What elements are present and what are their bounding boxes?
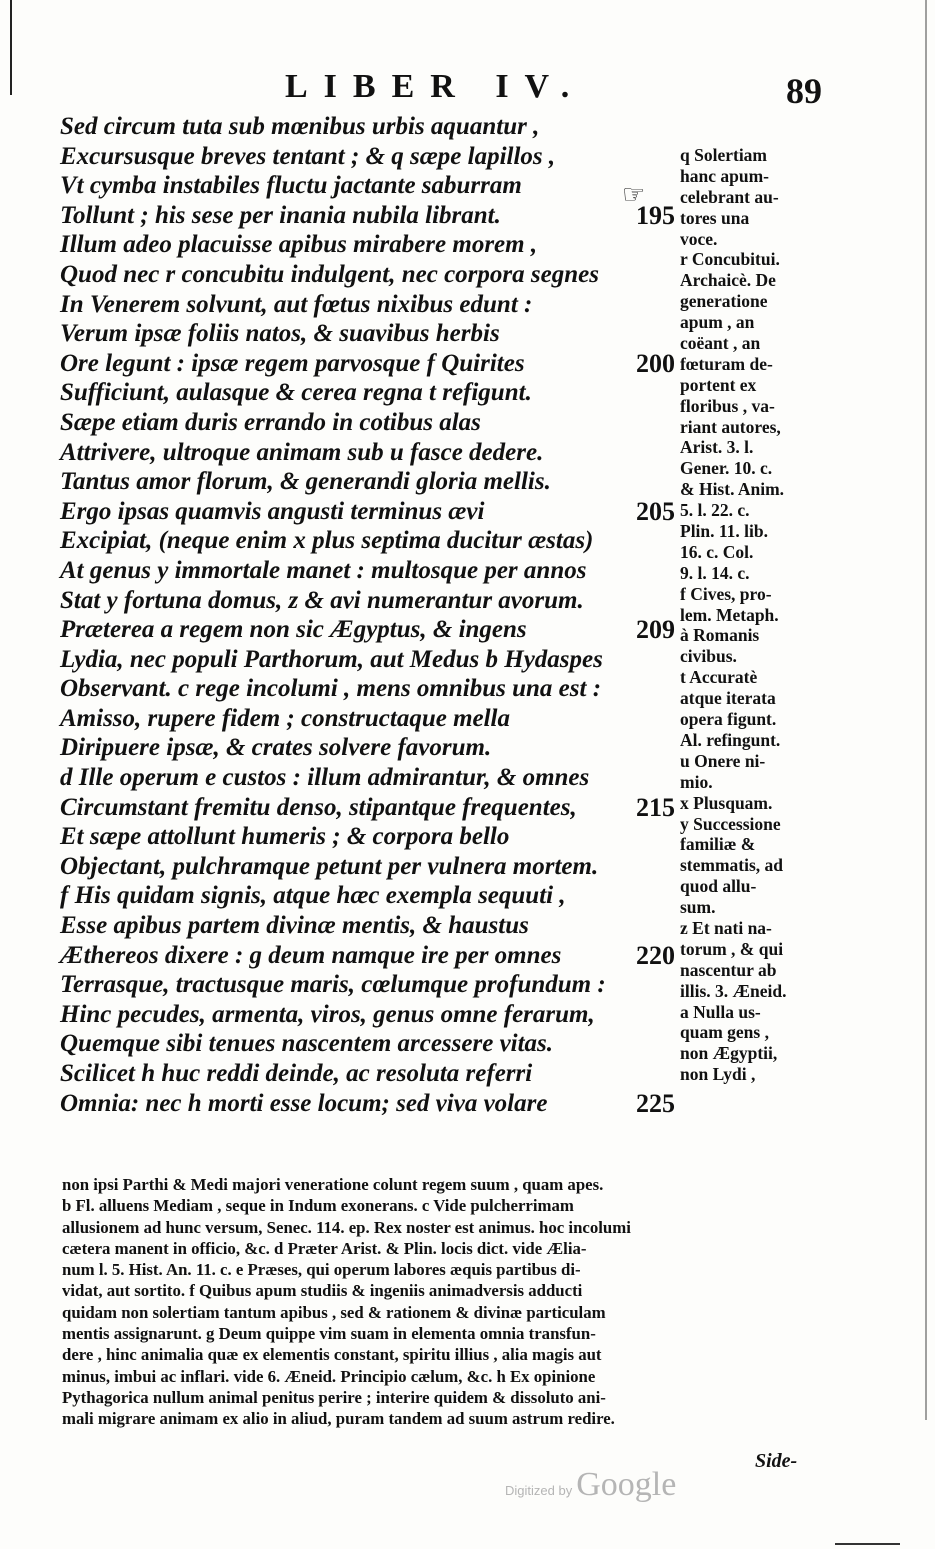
verse-line: [60, 438, 675, 468]
side-note-line: Archaicè. De: [680, 270, 776, 291]
verse-line: [60, 763, 675, 793]
side-note-line: q Solertiam: [680, 145, 768, 165]
footnote-line: cætera manent in officio, &c. d Præter Arist. & Plin. locis dict. vide Ælia-: [62, 1238, 587, 1258]
side-note-line: non Ægyptii,: [680, 1043, 778, 1064]
verse-text: Illum adeo placuisse apibus mirabere morem ,: [60, 231, 538, 259]
page-number: 89: [786, 71, 822, 111]
pointing-hand-icon: ☞: [622, 180, 646, 209]
watermark-brand: Google: [576, 1466, 677, 1503]
verse-line: [60, 645, 675, 675]
side-note-line: voce.: [680, 228, 718, 249]
verse-text: Excipiat, (neque enim x plus septima ducitur æstas): [60, 527, 594, 555]
verse-line: [60, 142, 675, 172]
verse-line: [60, 1000, 675, 1030]
verse-text: Scilicet h huc reddi deinde, ac resoluta referri: [60, 1060, 533, 1087]
verse-text: Ore legunt : ipsæ regem parvosque f Quirites: [60, 349, 525, 377]
verse-line: [60, 378, 675, 408]
verse-text: Excursusque breves tentant ; & q sæpe lapillos ,: [60, 142, 556, 170]
digitized-watermark: [505, 1466, 676, 1504]
verse-text: f His quidam signis, atque hæc exempla sequuti ,: [60, 882, 566, 910]
verse-line: [60, 497, 675, 527]
footnote-line: num l. 5. Hist. An. 11. c. e Præses, qui operum labores æquis partibus di-: [62, 1260, 581, 1280]
catchword: Side-: [755, 1450, 798, 1472]
footnote-line: vidat, aut sortito. f Quibus apum studiis & ingeniis animadversis adducti: [62, 1281, 583, 1301]
verse-text: Omnia: nec h morti esse locum; sed viva volare: [60, 1089, 548, 1117]
verse-text: Præterea a regem non sic Ægyptus, & ingens: [60, 616, 527, 644]
verse-text: At genus y immortale manet : multosque per annos: [60, 556, 587, 584]
side-note-line: lem. Metaph.: [680, 604, 779, 625]
side-note-line: mio.: [680, 771, 713, 792]
verse-line: [60, 408, 675, 438]
side-note-line: t Accuratè: [680, 667, 758, 688]
side-note-line: 9. l. 14. c.: [680, 562, 750, 583]
verse-line: [60, 230, 675, 260]
verse-line: [60, 201, 675, 231]
line-number: 205: [636, 496, 675, 526]
verse-line: [60, 171, 675, 201]
side-note-line: sum.: [680, 897, 716, 918]
footnote-line: dere , hinc animalia quæ ex elementis constant, spiritu illius , alia magis aut: [62, 1345, 602, 1365]
verse-text: Sæpe etiam duris errando in cotibus alas: [60, 408, 481, 436]
side-note-line: celebrant au-: [680, 186, 779, 207]
verse-text: Hinc pecudes, armenta, viros, genus omne ferarum,: [60, 1000, 595, 1028]
footnote-line: minus, imbui ac inflari. vide 6. Æneid. Principio cælum, &c. h Ex opinione: [62, 1366, 596, 1386]
side-note-line: tores una: [680, 207, 750, 228]
side-note-line: Gener. 10. c.: [680, 458, 773, 479]
side-note-line: civibus.: [680, 646, 737, 667]
verse-block: [60, 112, 675, 1118]
verse-line: [60, 852, 675, 882]
footnote-line: quidam non solertiam tantum apibus , sed & rationem & divinæ particulam: [62, 1302, 606, 1322]
page-edge-left: [10, 0, 12, 95]
verse-line: [60, 467, 675, 497]
side-note-line: portent ex: [680, 374, 757, 395]
line-number: 220: [636, 940, 675, 970]
verse-line: [60, 112, 675, 142]
line-number: 225: [636, 1088, 675, 1118]
line-number: 195: [636, 200, 675, 230]
footnote-line: allusionem ad hunc versum, Senec. 114. ep. Rex noster est animus. hoc incolumi: [62, 1217, 631, 1237]
verse-line: [60, 911, 675, 941]
verse-line: [60, 260, 675, 290]
verse-line: [60, 822, 675, 852]
footnotes-block: [62, 1174, 832, 1430]
line-number: 209: [636, 615, 675, 645]
side-notes-column: [680, 145, 830, 1085]
verse-text: Esse apibus partem divinæ mentis, & haustus: [60, 912, 529, 940]
verse-text: In Venerem solvunt, aut fœtus nixibus edunt :: [60, 290, 533, 318]
verse-text: Et sæpe attollunt humeris ; & corpora bello: [60, 823, 510, 851]
side-note-line: y Successione: [680, 813, 781, 834]
verse-line: [60, 586, 675, 616]
verse-text: Objectant, pulchramque petunt per vulnera mortem.: [60, 852, 599, 880]
side-note-line: quod allu-: [680, 876, 757, 897]
side-note-line: torum , & qui: [680, 938, 784, 959]
verse-line: [60, 941, 675, 971]
verse-text: Observant. c rege incolumi , mens omnibus una est :: [60, 675, 602, 703]
verse-text: Attrivere, ultroque animam sub u fasce dedere.: [60, 438, 544, 466]
verse-line: [60, 526, 675, 556]
verse-text: Quemque sibi tenues nascentem arcessere vitas.: [60, 1030, 554, 1058]
verse-line: [60, 319, 675, 349]
side-note-line: hanc apum-: [680, 165, 769, 186]
watermark-prefix: Digitized by: [505, 1483, 573, 1498]
verse-line: [60, 615, 675, 645]
verse-line: [60, 556, 675, 586]
verse-text: Lydia, nec populi Parthorum, aut Medus b Hydaspes: [60, 645, 603, 673]
verse-text: Sed circum tuta sub mœnibus urbis aquantur ,: [60, 113, 540, 140]
side-note-line: Al. refingunt.: [680, 729, 781, 750]
side-note-line: 5. l. 22. c.: [680, 500, 750, 521]
verse-line: [60, 793, 675, 823]
side-note-line: f Cives, pro-: [680, 583, 772, 604]
side-note-line: Plin. 11. lib.: [680, 521, 769, 542]
footnote-line: non ipsi Parthi & Medi majori veneratione colunt regem suum , quam apes.: [62, 1175, 604, 1194]
side-note-line: coëant , an: [680, 333, 761, 354]
verse-line: [60, 674, 675, 704]
verse-line: [60, 970, 675, 1000]
verse-text: Diripuere ipsæ, & crates solvere favorum.: [60, 734, 492, 762]
side-note-line: 16. c. Col.: [680, 541, 754, 562]
verse-text: Amisso, rupere fidem ; constructaque mella: [60, 704, 510, 732]
side-note-line: opera figunt.: [680, 709, 777, 730]
side-note-line: atque iterata: [680, 688, 776, 709]
side-note-line: a Nulla us-: [680, 1001, 761, 1022]
verse-line: [60, 1089, 675, 1119]
verse-text: Vt cymba instabiles fluctu jactante saburram: [60, 172, 522, 200]
verse-line: [60, 704, 675, 734]
verse-text: Ergo ipsas quamvis angusti terminus ævi: [60, 497, 485, 525]
verse-text: Tollunt ; his sese per inania nubila librant.: [60, 201, 501, 229]
side-note-line: & Hist. Anim.: [680, 479, 785, 500]
verse-text: Circumstant fremitu denso, stipantque frequentes,: [60, 793, 577, 821]
side-note-line: quam gens ,: [680, 1022, 769, 1043]
running-title: LIBER IV.: [285, 68, 586, 105]
verse-line: [60, 1029, 675, 1059]
side-note-line: fœturam de-: [680, 353, 773, 374]
verse-text: Tantus amor florum, & generandi gloria mellis.: [60, 468, 551, 496]
verse-text: Verum ipsæ foliis natos, & suavibus herbis: [60, 320, 500, 348]
bottom-rule: [835, 1543, 900, 1545]
footnote-line: b Fl. alluens Mediam , seque in Indum exonerans. c Vide pulcherrimam: [62, 1196, 574, 1216]
side-note-line: Arist. 3. l.: [680, 437, 754, 458]
side-note-line: r Concubitui.: [680, 249, 780, 270]
side-note-line: stemmatis, ad: [680, 855, 784, 876]
side-note-line: u Onere ni-: [680, 750, 766, 771]
verse-text: Terrasque, tractusque maris, cœlumque profundum :: [60, 971, 606, 999]
side-note-line: generatione: [680, 291, 768, 312]
side-note-line: x Plusquam.: [680, 792, 773, 813]
page-edge-right: [925, 0, 927, 1420]
side-note-line: nascentur ab: [680, 959, 777, 980]
verse-text: Æthereos dixere : g deum namque ire per omnes: [60, 941, 562, 969]
verse-text: Quod nec r concubitu indulgent, nec corpora segnes: [60, 260, 599, 288]
side-note-line: apum , an: [680, 312, 755, 333]
line-number: 200: [636, 348, 675, 378]
verse-text: Stat y fortuna domus, z & avi numerantur avorum.: [60, 586, 584, 614]
side-note-line: familiæ &: [680, 834, 756, 855]
side-note-line: à Romanis: [680, 625, 760, 646]
footnote-line: mali migrare animam ex alio in aliud, puram tandem ad suum astrum redire.: [62, 1409, 615, 1429]
side-note-line: non Lydi ,: [680, 1064, 756, 1085]
footnote-line: Pythagorica nullum animal penitus perire ; interire quidem & dissoluto ani-: [62, 1387, 606, 1407]
verse-line: [60, 349, 675, 379]
verse-line: [60, 1059, 675, 1089]
verse-line: [60, 881, 675, 911]
verse-line: [60, 733, 675, 763]
footnote-line: mentis assignarunt. g Deum quippe vim suam in elementa omnia transfun-: [62, 1324, 596, 1344]
line-number: 215: [636, 792, 675, 822]
verse-line: [60, 290, 675, 320]
side-note-line: riant autores,: [680, 416, 781, 437]
verse-text: Sufficiunt, aulasque & cerea regna t refigunt.: [60, 379, 532, 407]
side-note-line: z Et nati na-: [680, 917, 772, 938]
side-note-line: illis. 3. Æneid.: [680, 980, 787, 1001]
side-note-line: floribus , va-: [680, 395, 775, 416]
verse-text: d Ille operum e custos : illum admirantur, & omnes: [60, 764, 590, 792]
